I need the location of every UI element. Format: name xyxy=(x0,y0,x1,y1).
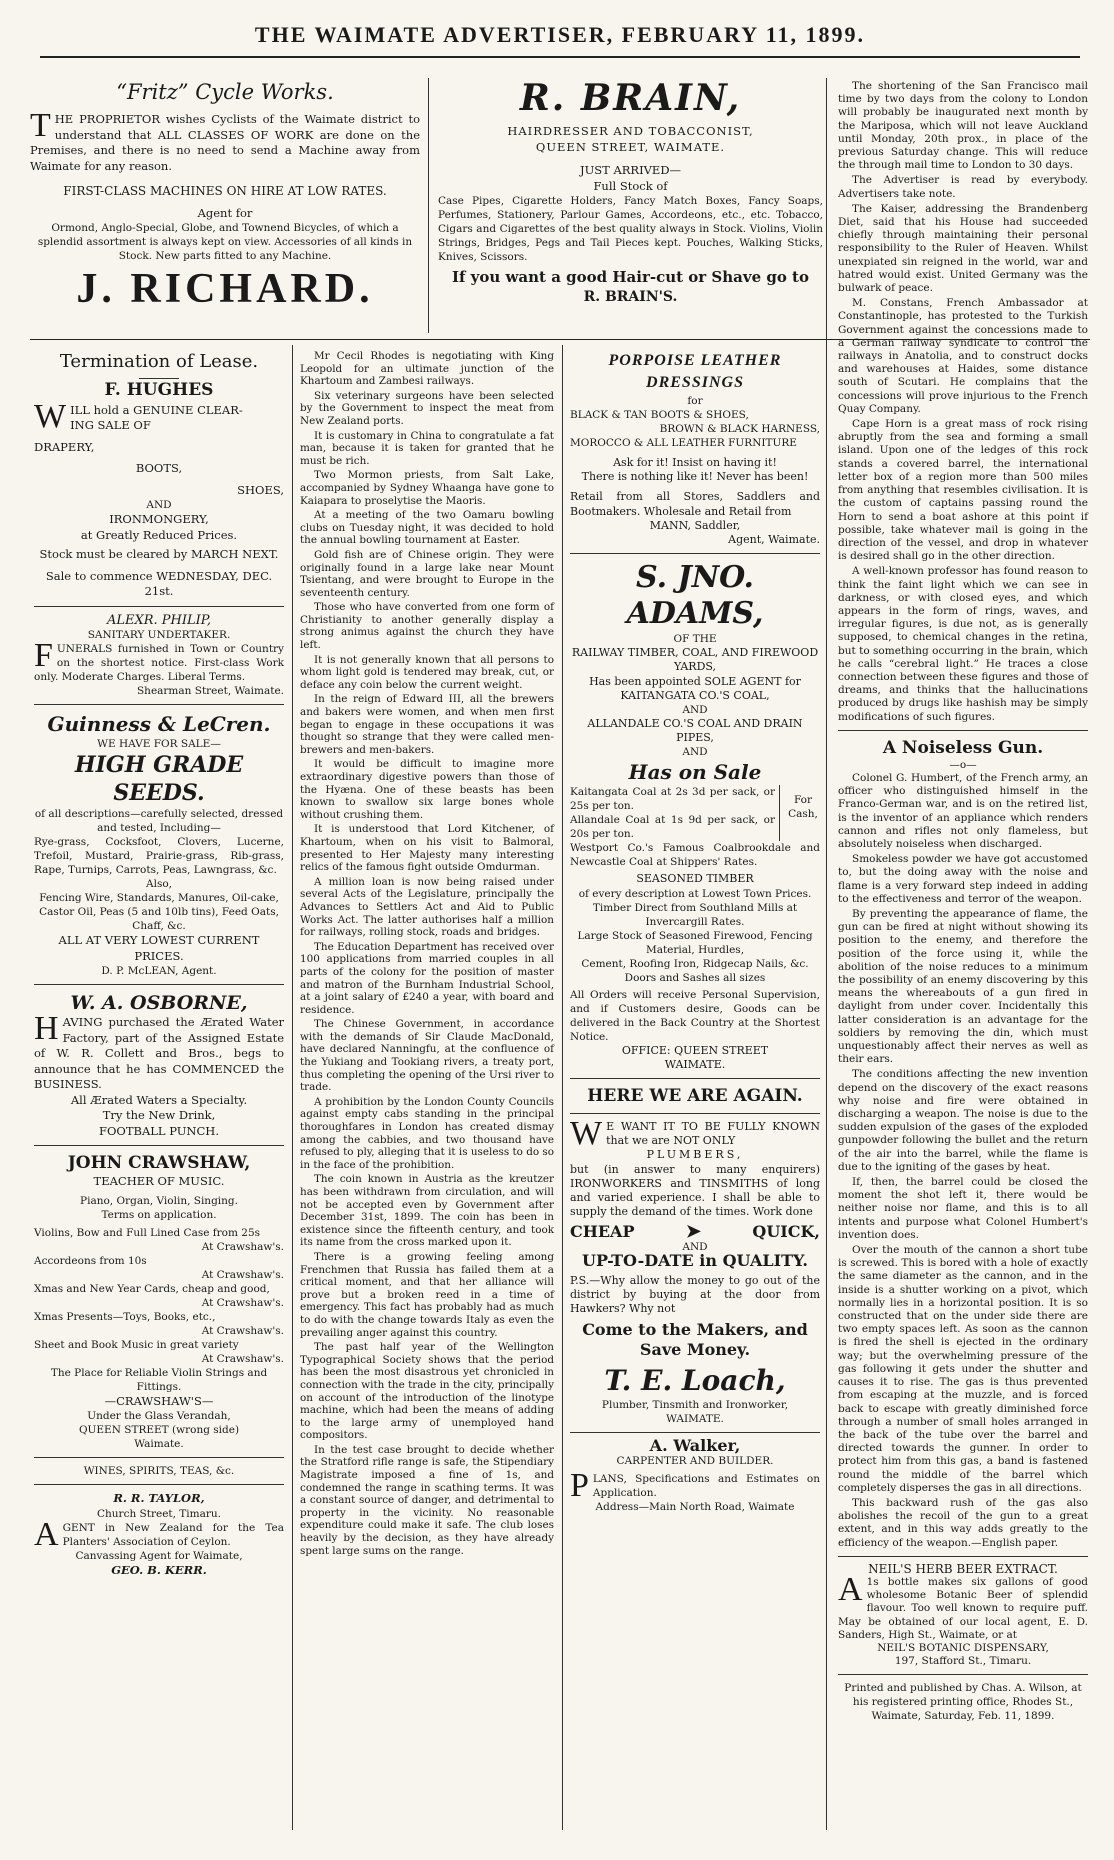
porpoise-retail: Retail from all Stores, Saddlers and Bootmakers. Wholesale and Retail from xyxy=(570,490,820,518)
neil-address: 197, Stafford St., Timaru. xyxy=(894,1655,1032,1668)
crawshaw-item: Accordeons from 10s At Crawshaw's. xyxy=(34,1254,284,1281)
osborne-l1: All Ærated Waters a Specialty. xyxy=(70,1092,248,1107)
adams-cement: Cement, Roofing Iron, Ridgecap Nails, &c. Doors and Sashes all sizes xyxy=(581,957,809,984)
crawshaw-sign: —CRAWSHAW'S— xyxy=(104,1393,214,1408)
top-divider-1 xyxy=(428,78,429,333)
osborne-name: W. A. OSBORNE, xyxy=(70,992,248,1014)
adams-name: S. JNO. ADAMS, xyxy=(626,560,764,632)
news-item: The Education Department has received over 100 applications from married couples in all parts of the colony for the position of master and matron of the Burnham Industrial School, at a joint salary of £240 a year, with board and residence. xyxy=(300,940,554,1016)
lease-l5: SHOES, xyxy=(237,482,284,497)
loach-ps: P.S.—Why allow the money to go out of the district by buying at the door from Hawkers? Why not xyxy=(570,1273,820,1316)
news-item: Two Mormon priests, from Salt Lake, accompanied by Sydney Whaanga have gone to Kaiapara to proselytise the Maoris. xyxy=(300,469,554,507)
brain-stock: Full Stock of xyxy=(593,178,668,193)
crawshaw-place: The Place for Reliable Violin Strings and Fittings. xyxy=(50,1366,268,1393)
crawshaw-trade: TEACHER OF MUSIC. xyxy=(93,1174,225,1188)
column-divider-2 xyxy=(562,345,563,1830)
gun-para: If, then, the barrel could be closed the moment the shot left it, there would be neither noise nor flame, and this is to all intents and purpose what Colonel Humbert's invention does. xyxy=(838,1176,1088,1241)
news-item: A well-known professor has found reason to think the faint light which we can see in darkness, or with closed eyes, and which appears in the form of rings, waves, and irregular figures, is due not, as is generally supposed, to chemical changes in the retina, but to something occurring in the brain, which he calls “cerebral light.” He traces a close connection between these figures and those of dreams, and thinks that the hallucinations produced by drugs like hashish may be simply modifications of such figures. xyxy=(838,565,1088,723)
divider xyxy=(838,730,1088,731)
fritz-hire: FIRST-CLASS MACHINES ON HIRE AT LOW RATES. xyxy=(63,184,387,198)
gun-para: This backward rush of the gas also abolishes the recoil of the gun to a great extent, and in this way adds greatly to the efficiency of the weapon.—English paper. xyxy=(838,1496,1088,1549)
adams-coal3: Westport Co.'s Famous Coalbrookdale and Newcastle Coal at Shippers' Rates. xyxy=(570,842,820,869)
news-item: The Kaiser, addressing the Brandenberg Diet, said that his House had succeeded chiefly through maintaining their personal responsibility to the Ruler of Heaven. Whilst unexpiated sin reigned in the world, war and hatred would exist. United Germany was the bulwark of peace. xyxy=(838,202,1088,295)
brain-body: Case Pipes, Cigarette Holders, Fancy Match Boxes, Fancy Soaps, Perfumes, Stationery, Parlour Games, Accordeons, etc., etc. Tobacco, Cigars and Cigarettes of the best quality always in Stock. Violins, Violin Strings, Bridges, Pegs and Tail Pieces kept. Pouches, Walking Sticks, Knives, Scissors. xyxy=(438,195,823,263)
crawshaw-item: Xmas Presents—Toys, Books, etc., At Crawshaw's. xyxy=(34,1310,284,1337)
philip-name: ALEXR. PHILIP, xyxy=(106,612,212,628)
lease-title: Termination of Lease. xyxy=(59,351,259,372)
philip-address: Shearman Street, Waimate. xyxy=(136,685,284,697)
guinness-desc: of all descriptions—carefully selected, dressed and tested, Including— xyxy=(34,808,284,834)
adams-town: WAIMATE. xyxy=(664,1057,726,1071)
philip-trade: SANITARY UNDERTAKER. xyxy=(87,629,231,641)
news-item: It is not generally known that all persons to whom light gold is tendered may break, cut, or deface any coin below the current weight. xyxy=(300,653,554,691)
taylor-canvassing: Canvassing Agent for Waimate, xyxy=(75,1549,243,1562)
brain-trade: HAIRDRESSER AND TOBACCONIST, xyxy=(507,124,754,138)
lease-l7: IRONMONGERY, xyxy=(109,512,209,526)
crawshaw-item: Sheet and Book Music in great variety At Crawshaw's. xyxy=(34,1338,284,1365)
taylor-wines: WINES, SPIRITS, TEAS, &c. xyxy=(83,1465,235,1477)
divider xyxy=(34,1457,284,1458)
col3-ads xyxy=(570,350,820,1514)
news-item: Cape Horn is a great mass of rock rising abruptly from the sea and forming a small island. Upon one of the ledges of this rock stands a covered barrel, the international letter box of a region more than 500 miles from anything that resembles civilisation. It is the custom of captains passing round the Horn to send a boat ashore at this point if possible, take whatever mail is going in the direction of the vessel, and drop in whatever is desired shall go in the other direction. xyxy=(838,418,1088,563)
brain-slogan: If you want a good Hair-cut or Shave go to xyxy=(451,268,809,286)
loach-come: Come to the Makers, and Save Money. xyxy=(582,1320,808,1360)
crawshaw-name: JOHN CRAWSHAW, xyxy=(67,1153,251,1173)
taylor-name: R. R. TAYLOR, xyxy=(113,1491,205,1505)
fritz-body: THE PROPRIETOR wishes Cyclists of the Waimate district to understand that ALL CLASSES OF WORK are done on the Premises, and there is no need to send a Machine away from Waimate for any reason. xyxy=(30,107,420,173)
loach-town: WAIMATE. xyxy=(666,1413,724,1426)
divider xyxy=(838,1674,1088,1675)
loach-here: HERE WE ARE AGAIN. xyxy=(587,1086,803,1107)
loach-uptodate: UP-TO-DATE in QUALITY. xyxy=(582,1250,808,1270)
adams-timber: SEASONED TIMBER xyxy=(636,872,754,886)
col4-news xyxy=(838,80,1088,1723)
brain-name: R. BRAIN, xyxy=(519,77,742,119)
news-item: At a meeting of the two Oamaru bowling clubs on Tuesday night, it was decided to hold the annual bowling tournament at Easter. xyxy=(300,509,554,547)
divider xyxy=(570,1078,820,1079)
porpoise-mann: MANN, Saddler, xyxy=(649,518,741,532)
neil-body: A 1s bottle makes six gallons of good wholesome Botanic Beer of splendid flavour. Too well known to require puff. May be obtained of our local agent, E. D. Sanders, High St., Waimate, or at xyxy=(838,1570,1088,1641)
crawshaw-item: Violins, Bow and Full Lined Case from 25s At Crawshaw's. xyxy=(34,1226,284,1253)
divider xyxy=(570,553,820,554)
porpoise-title: PORPOISE LEATHER DRESSINGS xyxy=(608,352,782,391)
news-item: M. Constans, French Ambassador at Constantinople, has protested to the Turkish Government against the concessions made to a German railway syndicate to control the railways in Anatolia, and to construct docks and warehouses at Haides, some distance south of Scutari. He complains that the concessions will prove injurious to the French Quay Company. xyxy=(838,297,1088,415)
guinness-list: Rye-grass, Cocksfoot, Clovers, Lucerne, Trefoil, Mustard, Prairie-grass, Rib-grass, Rape, Turnips, Carrots, Peas, Lawngrass, &c. xyxy=(34,836,284,876)
lease-l8: at Greatly Reduced Prices. xyxy=(80,527,238,542)
news-item: Mr Cecil Rhodes is negotiating with King Leopold for an ultimate junction of the Khartoum and Zambesi railways. xyxy=(300,350,554,388)
lease-l3: DRAPERY, xyxy=(34,439,95,454)
gun-para: Over the mouth of the cannon a short tube is screwed. This is bored with a hole of exactly the same diameter as the cannon, and in the inside is a shutter working on a pivot, which normally lies in a horizontal position. It is so constructed that on the under side there are two empty spaces left. As soon as the cannon is fired the shell is ejected in the ordinary way; but the overwhelming pressure of the gas following it gets under the shutter and causes it to rise. The gas is thus prevented from escaping at the muzzle, and is forced back to escape with greatly diminished force through a number of small holes arranged in the back of the tube over the barrel and directed towards the gunner. In order to protect him from this gas, a band is fastened round the middle of the barrel which completely disperses the gas in all directions. xyxy=(838,1244,1088,1494)
news-item: In the test case brought to decide whether the Stratford rifle range is safe, the Stipendiary Magistrate imposed a fine of 1s, and condemned the range in scathing terms. It was a constant source of danger, and detrimental to property in the vicinity. No reasonable expenditure could make it safe. The club loses heavily by the decision, as they have already spent large sums on the range. xyxy=(300,1443,554,1557)
fritz-title: “Fritz” Cycle Works. xyxy=(116,80,334,104)
gun-ornament: —o— xyxy=(949,758,977,771)
taylor-street: Church Street, Timaru. xyxy=(96,1507,221,1520)
news-item: The coin known in Austria as the kreutzer has been withdrawn from circulation, and will not be accepted even by Government after December 31st, 1899. The coin has been in existence since the fifteenth century, and took its name from the cross marked upon it. xyxy=(300,1173,554,1249)
porpoise-ask: Ask for it! Insist on having it! xyxy=(613,456,777,469)
news-item: In the reign of Edward III, all the brewers and bakers were women, and when men first began to engage in these occupations it was thought so strange that they were called men-brewers and men-bakers. xyxy=(300,693,554,756)
guinness-prices: ALL AT VERY LOWEST CURRENT PRICES. xyxy=(58,933,260,963)
gun-para: By preventing the appearance of flame, the gun can be fired at night without showing its position to the enemy, and therefore the position of the force using it, while the abolition of the noise reduces to a minimum the possibility of an enemy discovering by this means the whereabouts of a gun fired in daylight from under cover. Incidentally this latter consideration is an advantage for the soldiers by removing the din, which must unquestionably affect their nerves as well as their ears. xyxy=(838,907,1088,1066)
lease-l4: BOOTS, xyxy=(135,461,183,475)
brain-arrived: JUST ARRIVED— xyxy=(579,163,682,177)
gun-para: Smokeless powder we have got accustomed to, but the doing away with the noise and flame is a very forward step indeed in adding to the effectiveness and terror of the weapon. xyxy=(838,853,1088,905)
adams-l2: Has been appointed SOLE AGENT for KAITANGATA CO.'S COAL, xyxy=(589,674,801,702)
fritz-name: J. RICHARD. xyxy=(76,266,374,312)
fritz-dropcap: T xyxy=(30,107,51,144)
divider xyxy=(570,1113,820,1114)
porpoise-l2: BROWN & BLACK HARNESS, xyxy=(659,423,820,435)
taylor-body: AGENT in New Zealand for the Tea Planters' Association of Ceylon. xyxy=(34,1515,284,1553)
crawshaw-street: QUEEN STREET (wrong side) xyxy=(78,1424,240,1436)
adams-l3: ALLANDALE CO.'S COAL AND DRAIN PIPES, xyxy=(587,717,803,745)
loach-name: T. E. Loach, xyxy=(604,1364,786,1398)
porpoise-l1: BLACK & TAN BOOTS & SHOES, xyxy=(570,409,749,421)
col1-ads xyxy=(34,350,284,1578)
walker-address: Address—Main North Road, Waimate xyxy=(595,1500,795,1513)
news-item: It is understood that Lord Kitchener, of Khartoum, when on his visit to Balmoral, presented to Her Majesty many interesting relics of the famous fight outside Omdurman. xyxy=(300,823,554,874)
guinness-agent: D. P. McLEAN, Agent. xyxy=(101,965,217,977)
porpoise-l3: MOROCCO & ALL LEATHER FURNITURE xyxy=(570,437,797,449)
divider xyxy=(34,704,284,705)
porpoise-nothing: There is nothing like it! Never has been! xyxy=(581,470,809,484)
brain-street: QUEEN STREET, WAIMATE. xyxy=(535,139,726,154)
loach-trade: Plumber, Tinsmith and Ironworker, xyxy=(601,1399,789,1412)
divider xyxy=(139,378,179,379)
adams-and2: AND xyxy=(682,746,708,759)
arrow-icon: ➤ xyxy=(685,1221,701,1243)
brain-ad xyxy=(438,78,823,305)
crawshaw-instruments: Piano, Organ, Violin, Singing. xyxy=(80,1194,238,1207)
masthead-title: THE WAIMATE ADVERTISER, FEBRUARY 11, 1899. xyxy=(254,22,866,47)
adams-coal2: Allandale Coal at 1s 9d per sack, or 20s per ton. xyxy=(570,814,775,841)
imprint: Printed and published by Chas. A. Wilson, at his registered printing office, Rhodes St., Waimate, Saturday, Feb. 11, 1899. xyxy=(844,1682,1082,1723)
guinness-also: Also, xyxy=(146,878,172,890)
crawshaw-under: Under the Glass Verandah, xyxy=(87,1410,231,1422)
walker-trade: CARPENTER AND BUILDER. xyxy=(616,1454,774,1467)
osborne-l2: Try the New Drink, xyxy=(102,1108,216,1122)
gun-para: Colonel G. Humbert, of the French army, an officer who distinguished himself in the Franco-German war, and is on the retired list, is the inventor of an appliance which renders cannon and rifles not only flameless, but absolutely noiseless when discharged. xyxy=(838,771,1088,850)
guinness-sale: WE HAVE FOR SALE— xyxy=(97,738,221,750)
adams-orders: All Orders will receive Personal Supervision, and if Customers desire, Goods can be delivered in the Back Country at the Shortest Notice. xyxy=(570,988,820,1043)
lease-name: F. HUGHES xyxy=(104,380,214,400)
column-divider-3 xyxy=(826,78,827,1830)
lease-l10: Sale to commence WEDNESDAY, DEC. 21st. xyxy=(45,568,273,598)
crawshaw-item: Xmas and New Year Cards, cheap and good, At Crawshaw's. xyxy=(34,1282,284,1309)
news-item: The shortening of the San Francisco mail time by two days from the colony to London will probably be inaugurated next month by the Mariposa, which will not leave Auckland until Monday, 20th prox., in place of the previous Saturday change. This will reduce the through mail time to London to 30 days. xyxy=(838,80,1088,172)
news-item: A prohibition by the London County Councils against empty cabs standing in the principal thoroughfares in London has created dismay among the cabbies, and two thousand have refused to ply, alleging that it is useless to do so in the face of the prohibition. xyxy=(300,1095,554,1171)
adams-timber3: Timber Direct from Southland Mills at Invercargill Rates. xyxy=(592,901,798,928)
news-item: The past half year of the Wellington Typographical Society shows that the period has been the most disastrous yet chronicled in connection with the trade in the city, principally on account of the introduction of the linotype machine, which had been the means of adding to the large army of unemployed hand compositors. xyxy=(300,1341,554,1442)
walker-name: A. Walker, xyxy=(649,1436,741,1456)
adams-coal-prices xyxy=(570,785,820,841)
guinness-list2: Fencing Wire, Standards, Manures, Oil-cake, Castor Oil, Peas (5 and 10lb tins), Feed Oats, Chaff, &c. xyxy=(39,892,279,932)
news-item: Gold fish are of Chinese origin. They were originally found in a large lake near Mount Tsientang, and were brought to Europe in the seventeenth century. xyxy=(300,548,554,599)
loach-quick: QUICK, xyxy=(752,1222,820,1242)
loach-cheap: CHEAP xyxy=(570,1222,635,1242)
lease-l1: WILL hold a GENUINE CLEAR- xyxy=(34,397,243,435)
philip-body: FUNERALS furnished in Town or Country on the shortest notice. First-class Work only. Moderate Charges. Liberal Terms. xyxy=(34,637,284,683)
lease-l6: AND xyxy=(146,499,172,511)
porpoise-for: for xyxy=(687,395,703,407)
adams-sale: Has on Sale xyxy=(628,760,762,785)
loach-and: AND xyxy=(682,1240,708,1253)
news-item: The Advertiser is read by everybody. Advertisers take note. xyxy=(838,174,1088,200)
osborne-body: HAVING purchased the Ærated Water Factory, part of the Assigned Estate of W. R. Collett and Bros., begs to announce that he has COMMENCED the BUSINESS. xyxy=(34,1010,284,1091)
divider xyxy=(570,1432,820,1433)
crawshaw-town: Waimate. xyxy=(134,1438,184,1450)
loach-cheap-quick xyxy=(570,1221,820,1243)
divider xyxy=(34,1484,284,1485)
fritz-cycle-ad xyxy=(30,78,420,313)
column-divider-1 xyxy=(292,345,293,1830)
news-item: It would be difficult to imagine more extraordinary digestive powers than those of the Hyæna. One of these beasts has been known to swallow six large bones whole without crushing them. xyxy=(300,758,554,821)
masthead xyxy=(40,18,1080,58)
loach-l2: but (in answer to many enquirers) IRONWORKERS and TINSMITHS of long and varied experience. I shall be able to supply the demand of the times. Work done xyxy=(570,1162,820,1219)
guinness-seeds: HIGH GRADE SEEDS. xyxy=(74,752,244,806)
lease-l2: ING SALE OF xyxy=(70,418,151,432)
adams-coal1: Kaitangata Coal at 2s 3d per sack, or 25s per ton. xyxy=(570,786,775,813)
gun-para: The conditions affecting the new invention depend on the discovery of the exact reasons why noise and fire were obtained in discharging a weapon. The noise is due to the sudden expulsion of the gases of the exploded gunpowder following the bullet and the return of the air into the barrel, while the flame is due to the igniting of the gases by heat. xyxy=(838,1068,1088,1173)
adams-office: OFFICE: QUEEN STREET xyxy=(621,1043,769,1057)
news-item: Six veterinary surgeons have been selected by the Government to inspect the meat from New Zealand ports. xyxy=(300,389,554,427)
neil-dispensary: NEIL'S BOTANIC DISPENSARY, xyxy=(877,1641,1049,1654)
porpoise-agent: Agent, Waimate. xyxy=(728,533,820,547)
adams-timber2: of every description at Lowest Town Prices. xyxy=(578,887,812,900)
adams-cash: For Cash, xyxy=(788,794,818,821)
walker-body: PLANS, Specifications and Estimates on Application. xyxy=(570,1466,820,1504)
news-item: Those who have converted from one form of Christianity to another generally display a strong animus against the church they have left. xyxy=(300,601,554,652)
adams-stock: Large Stock of Seasoned Firewood, Fencing Material, Hurdles, xyxy=(577,929,813,956)
divider xyxy=(34,984,284,985)
fritz-makes: Ormond, Anglo-Special, Globe, and Townend Bicycles, of which a splendid assortment is always kept on view. Accessories of all kinds in Stock. New parts fitted to any Machine. xyxy=(37,222,413,262)
news-item: A million loan is now being raised under several Acts of the Legislature, principally the Advances to Settlers Act and Aid to Public Works Act. The latter authorises half a million for railways, rolling stock, roads and bridges. xyxy=(300,875,554,939)
adams-l1: RAILWAY TIMBER, COAL, AND FIREWOOD YARDS, xyxy=(571,646,819,674)
adams-of: OF THE xyxy=(673,633,717,646)
divider xyxy=(34,1145,284,1146)
gun-title: A Noiseless Gun. xyxy=(882,737,1044,758)
news-item: There is a growing feeling among Frenchmen that Russia has failed them at a critical moment, and that her alliance will prove but a broken reed in a time of emergency. This fact has probably had as much to do with the change towards Italy as even the prevailing anger against this country. xyxy=(300,1250,554,1339)
divider xyxy=(34,606,284,607)
news-item: It is customary in China to congratulate a fat man, because it is taken for granted that he must be rich. xyxy=(300,429,554,467)
col2-news xyxy=(300,350,554,1559)
news-item: The Chinese Government, in accordance with the demands of Sir Claude MacDonald, have declared Nanningfu, at the confluence of the Yukiang and Tookiang rivers, a treaty port, thus completing the opening of the Ursi river to trade. xyxy=(300,1018,554,1094)
brain-sign: R. BRAIN'S. xyxy=(583,288,678,305)
fritz-agent: Agent for xyxy=(197,205,253,220)
loach-l1: W E WANT IT TO BE FULLY KNOWN that we are NOT ONLY xyxy=(570,1115,820,1153)
adams-and: AND xyxy=(682,704,708,717)
taylor-kerr: GEO. B. KERR. xyxy=(111,1562,207,1577)
guinness-name: Guinness & LeCren. xyxy=(47,712,271,736)
neil-title: NEIL'S HERB BEER EXTRACT. xyxy=(868,1561,1058,1576)
osborne-l3: FOOTBALL PUNCH. xyxy=(99,1123,219,1138)
divider xyxy=(838,1556,1088,1557)
loach-plumbers: PLUMBERS, xyxy=(646,1148,744,1162)
lease-l9: Stock must be cleared by MARCH NEXT. xyxy=(39,547,279,561)
crawshaw-terms: Terms on application. xyxy=(101,1208,217,1221)
